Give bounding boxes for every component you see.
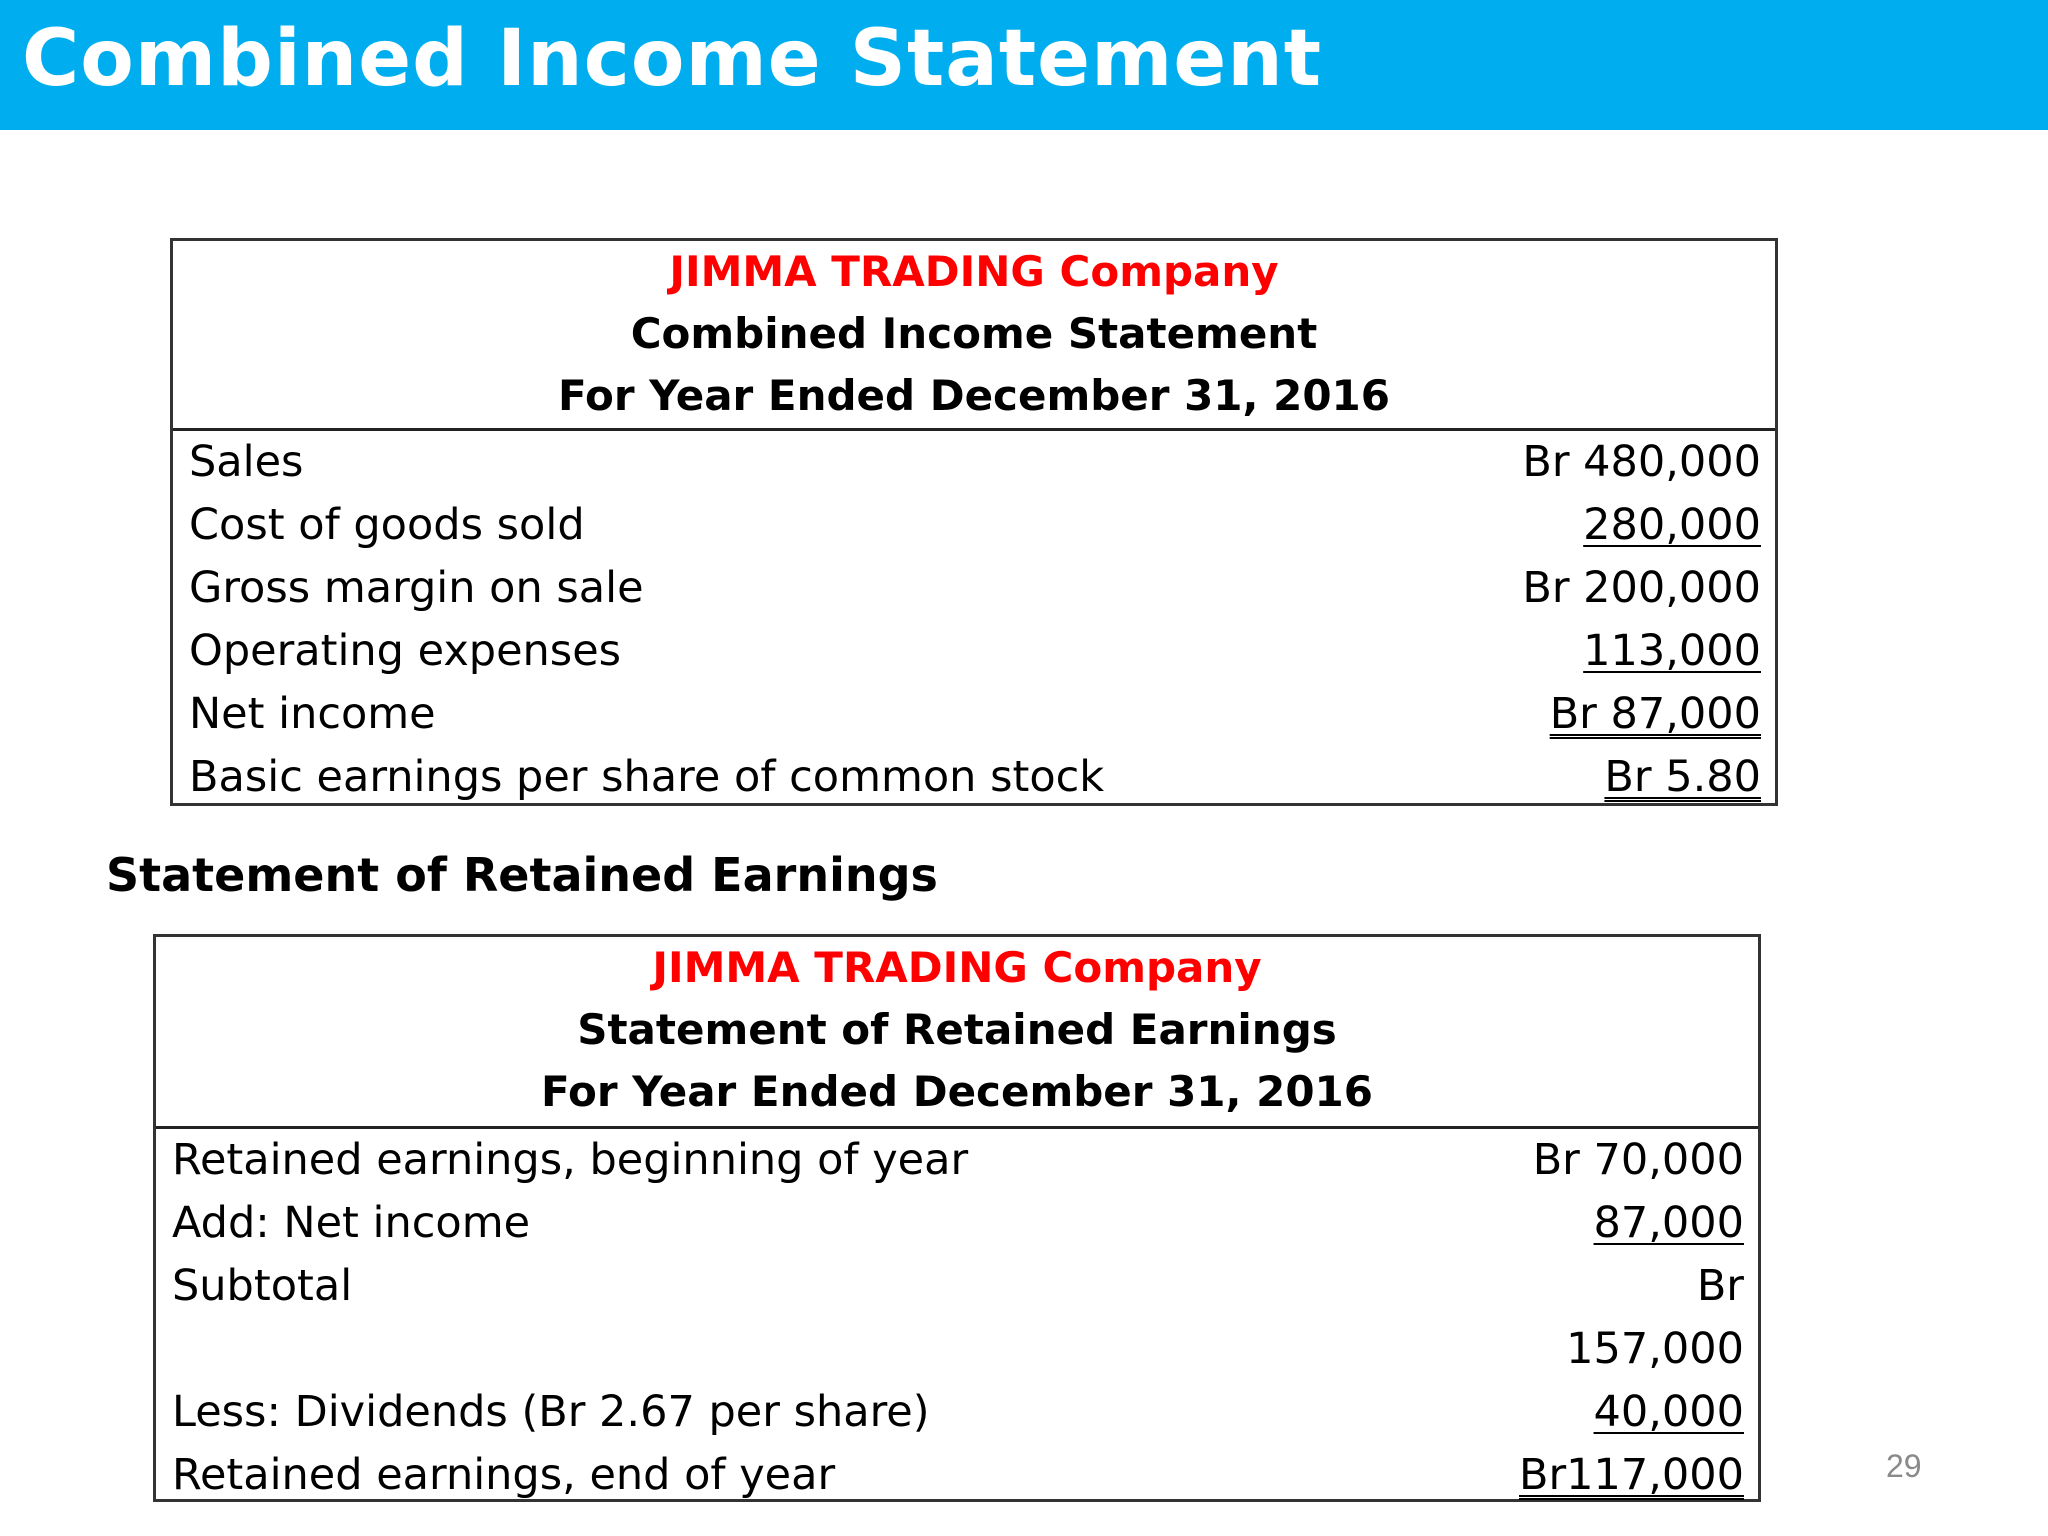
table-row <box>173 683 1775 746</box>
page-number: 29 <box>1886 1448 1922 1484</box>
income-statement-table <box>170 238 1778 806</box>
table-row <box>156 1381 1758 1444</box>
row-amount: Br 70,000 <box>1532 1135 1744 1185</box>
title-banner <box>0 0 2048 130</box>
slide-title: Combined Income Statement <box>22 14 1323 104</box>
table-row <box>173 620 1775 683</box>
row-amount: Br <box>1696 1261 1744 1311</box>
row-amount: 157,000 <box>1566 1324 1744 1374</box>
row-label: Retained earnings, beginning of year <box>172 1135 969 1185</box>
row-label: Cost of goods sold <box>189 500 585 550</box>
table-row <box>156 1129 1758 1192</box>
row-label: Net income <box>189 689 436 739</box>
income-statement-header <box>173 241 1775 431</box>
company-name: JIMMA TRADING Company <box>669 247 1279 296</box>
retained-earnings-header <box>156 937 1758 1129</box>
retained-earnings-table <box>153 934 1761 1502</box>
table-row <box>156 1318 1758 1381</box>
row-label: Operating expenses <box>189 626 622 676</box>
statement-period: For Year Ended December 31, 2016 <box>540 1067 1374 1116</box>
row-label: Add: Net income <box>172 1198 531 1248</box>
row-amount: 280,000 <box>1583 500 1761 550</box>
row-label: Retained earnings, end of year <box>172 1450 836 1500</box>
row-amount: Br 5.80 <box>1604 752 1761 802</box>
row-amount: 87,000 <box>1593 1198 1744 1248</box>
company-name: JIMMA TRADING Company <box>652 943 1262 992</box>
retained-earnings-rows <box>156 1129 1758 1507</box>
table-row <box>173 557 1775 620</box>
row-amount: Br 480,000 <box>1522 437 1761 487</box>
retained-earnings-heading: Statement of Retained Earnings <box>106 848 938 902</box>
table-row <box>156 1192 1758 1255</box>
table-row <box>173 494 1775 557</box>
statement-period: For Year Ended December 31, 2016 <box>557 371 1391 420</box>
row-label: Basic earnings per share of common stock <box>189 752 1105 802</box>
row-amount: Br117,000 <box>1519 1450 1744 1500</box>
statement-title: Combined Income Statement <box>630 309 1318 358</box>
row-label: Gross margin on sale <box>189 563 644 613</box>
statement-title: Statement of Retained Earnings <box>577 1005 1337 1054</box>
income-statement-rows <box>173 431 1775 809</box>
row-amount: Br 200,000 <box>1522 563 1761 613</box>
row-label: Subtotal <box>172 1261 353 1311</box>
table-row <box>173 746 1775 809</box>
table-row <box>156 1444 1758 1507</box>
row-amount: 40,000 <box>1593 1387 1744 1437</box>
table-row <box>156 1255 1758 1318</box>
row-amount: 113,000 <box>1583 626 1761 676</box>
row-amount: Br 87,000 <box>1549 689 1761 739</box>
row-label: Less: Dividends (Br 2.67 per share) <box>172 1387 930 1437</box>
row-label: Sales <box>189 437 304 487</box>
table-row <box>173 431 1775 494</box>
